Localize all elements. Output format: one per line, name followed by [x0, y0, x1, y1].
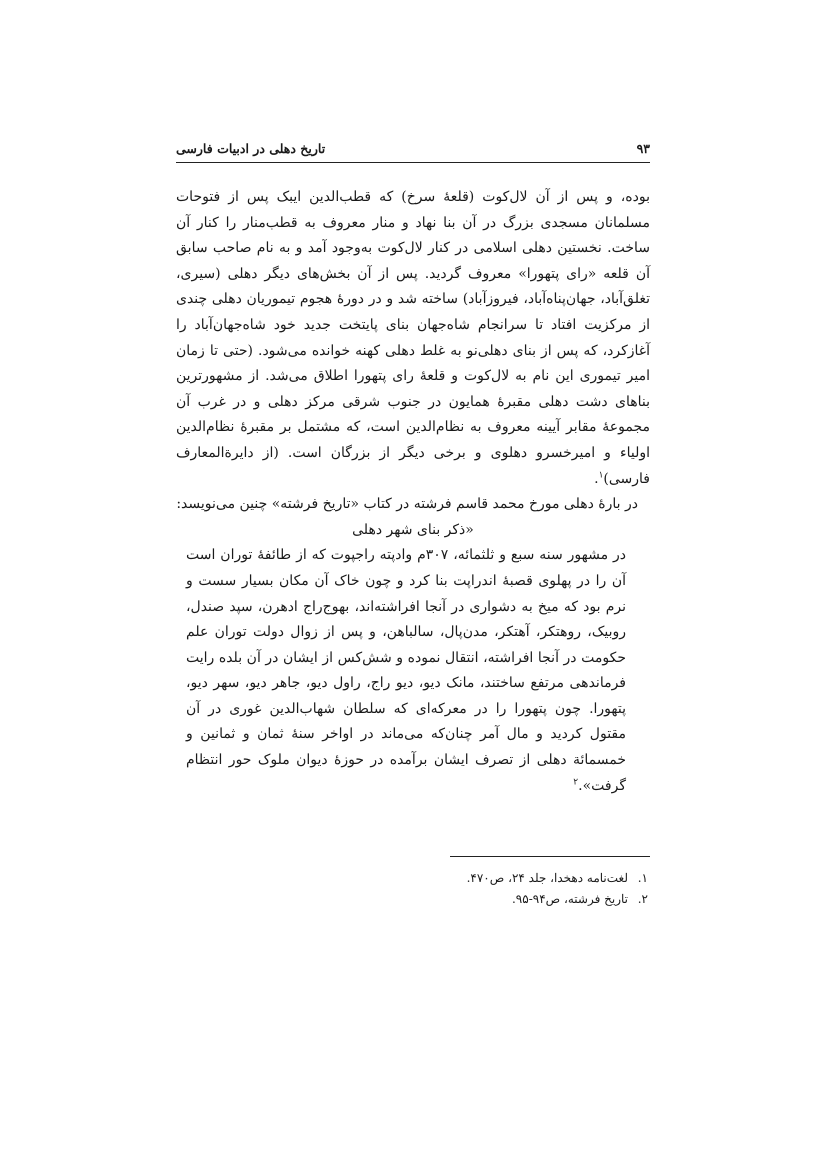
- running-title: تاریخ دهلی در ادبیات فارسی: [176, 141, 326, 156]
- page-number: ۹۳: [636, 141, 650, 156]
- section-heading: «ذکر بنای شهر دهلی: [352, 521, 474, 538]
- footnote-ref: ۱: [598, 469, 604, 480]
- footnote-text: لغت‌نامه دهخدا، جلد ۲۴، ص۴۷۰.: [466, 871, 628, 885]
- footnote-text: تاریخ فرشته، ص۹۴-۹۵.: [511, 892, 628, 906]
- footnote-number: ۱.: [637, 871, 648, 885]
- footnote-number: ۲.: [637, 892, 648, 906]
- running-header: [176, 138, 650, 163]
- block-quote: [186, 543, 626, 799]
- book-page: [176, 138, 650, 1118]
- paragraph-text: بوده، و پس از آن لال‌کوت (قلعهٔ سرخ) که قطب‌الدین ایبک پس از فتوحات مسلمانان مسجدی بزرگ در آن بنا نهاد و منار معروف به قطب‌منار را کنار آن ساخت. نخستین دهلی اسلامی در کنار لال‌کوت به‌وجود آمد و به نام صاحب سابق آن قلعه «رای پتهورا» معروف گردید. پس از آن بخش‌های دیگر دهلی (سیری، تغلق‌آباد، جهان‌پناه‌آباد، فیروزآباد) ساخته شد و در دورهٔ هجوم تیموریان دهلی چندی از مرکزیت افتاد تا سرانجام شاه‌جهان بنای پایتخت جدید خود شاه‌جهان‌آباد را آغازکرد، که پس از بنای دهلی‌نو به غلط دهلی کهنه خوانده می‌شود. (حتی تا زمان امیر تیموری این نام به لال‌کوت و قلعهٔ رای پتهورا اطلاق می‌شد. از مشهورترین بناهای دشت دهلی مقبرهٔ همایون در جنوب شرقی مرکز دهلی و در غرب آن مجموعهٔ مقابر آیینه معروف به نظام‌الدین است، که مشتمل بر مقبرهٔ نظام‌الدین اولیاء و امیرخسرو دهلوی و برخی دیگر از بزرگان است. (از دایرةالمعارف فارسی): [176, 189, 650, 487]
- footnote-item: [176, 889, 650, 910]
- footnote-ref: ۲: [573, 777, 579, 787]
- footnote-divider: [450, 856, 650, 857]
- body-text: [176, 185, 650, 799]
- paragraph: [176, 185, 650, 492]
- footnotes: [176, 868, 650, 910]
- footnote-item: [176, 868, 650, 889]
- paragraph: در بارهٔ دهلی مورخ محمد قاسم فرشته در کتاب «تاریخ فرشته» چنین می‌نویسد:: [176, 496, 638, 513]
- quote-text: در مشهور سنه سبع و ثلثمائه، ۳۰۷م وادپته راجپوت که از طائفهٔ توران است آن را در پهلوی قصبهٔ اندراپت بنا کرد و چون خاک آن مکان بسیار سست و نرم بود که میخ به دشواری در آنجا افراشته‌اند، بهوج‌راج ادهرن، سپد صندل، روبیک، روهتکر، آهتکر، مدن‌پال، سالباهن، و پس از زوال دولت توران علم حکومت در آنجا افراشته، انتقال نموده و شش‌کس از ایشان در آن بلده رایت فرماندهی مرتفع ساختند، مانک دیو، دیو راج، راول دیو، جاهر دیو، سهر دیو، پتهورا. چون پتهورا را در معرکه‌ای که سلطان شهاب‌الدین غوری در آن مقتول کردید و مال آمر چنان‌که می‌ماند در اواخر سنهٔ ثمان و ثمانین و خمسمائة دهلی از تصرف ایشان برآمده در حوزهٔ دیوان ملوک حور انتظام گرفت».: [186, 547, 626, 794]
- paragraph-end: .: [594, 470, 599, 487]
